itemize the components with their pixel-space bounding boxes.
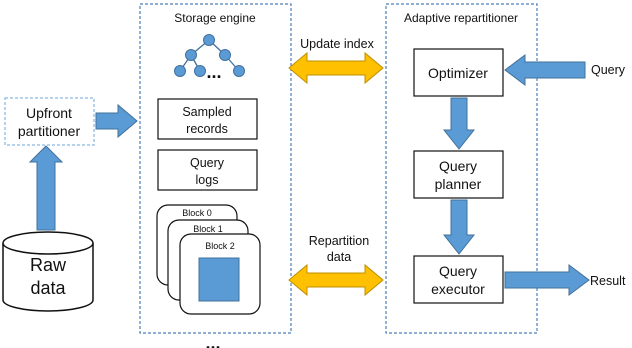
repartition-data-arrow [289, 265, 383, 295]
update-index-arrow [289, 53, 383, 83]
query-input-label: Query [591, 63, 626, 77]
planner-to-executor-arrow [444, 200, 474, 254]
query-planner-label-2: planner [434, 176, 482, 192]
raw-data-label-2: data [30, 278, 66, 298]
query-logs-label-1: Query [189, 156, 225, 170]
result-output-label: Result [590, 274, 626, 288]
optimizer-to-planner-arrow [444, 98, 474, 149]
partitioner-to-storage-arrow [96, 105, 137, 137]
block-1-label: Block 1 [193, 224, 223, 234]
optimizer-label: Optimizer [428, 65, 488, 81]
query-input-arrow [505, 55, 585, 85]
upfront-partitioner-label-2: partitioner [17, 123, 81, 139]
query-logs-label-2: logs [195, 173, 219, 187]
query-planner-label-1: Query [438, 158, 478, 174]
query-executor-label-2: executor [431, 281, 485, 297]
storage-engine-title: Storage engine [174, 11, 256, 25]
query-executor-label-1: Query [438, 263, 478, 279]
block-2 [180, 234, 260, 314]
repartition-data-label-2: data [326, 250, 352, 264]
result-output-arrow [505, 265, 589, 295]
upfront-partitioner [5, 98, 94, 145]
adaptive-repartitioner-title: Adaptive repartitioner [403, 11, 519, 25]
raw-data-label-1: Raw [29, 255, 67, 275]
upfront-partitioner-label-1: Upfront [26, 105, 72, 121]
sampled-records-label-2: records [186, 122, 228, 136]
block-0-label: Block 0 [182, 208, 212, 218]
storage-engine [140, 4, 291, 333]
raw-data-cylinder [3, 232, 93, 311]
repartition-data-label-1: Repartition [308, 234, 370, 248]
tree-ellipsis: ... [206, 62, 222, 82]
block-2-data-square [199, 258, 239, 301]
bottom-ellipsis: ... [205, 333, 221, 348]
block-2-label: Block 2 [205, 241, 235, 251]
sampled-records-label-1: Sampled [182, 105, 232, 119]
update-index-label: Update index [300, 37, 374, 51]
raw-to-partitioner-arrow [30, 146, 62, 230]
